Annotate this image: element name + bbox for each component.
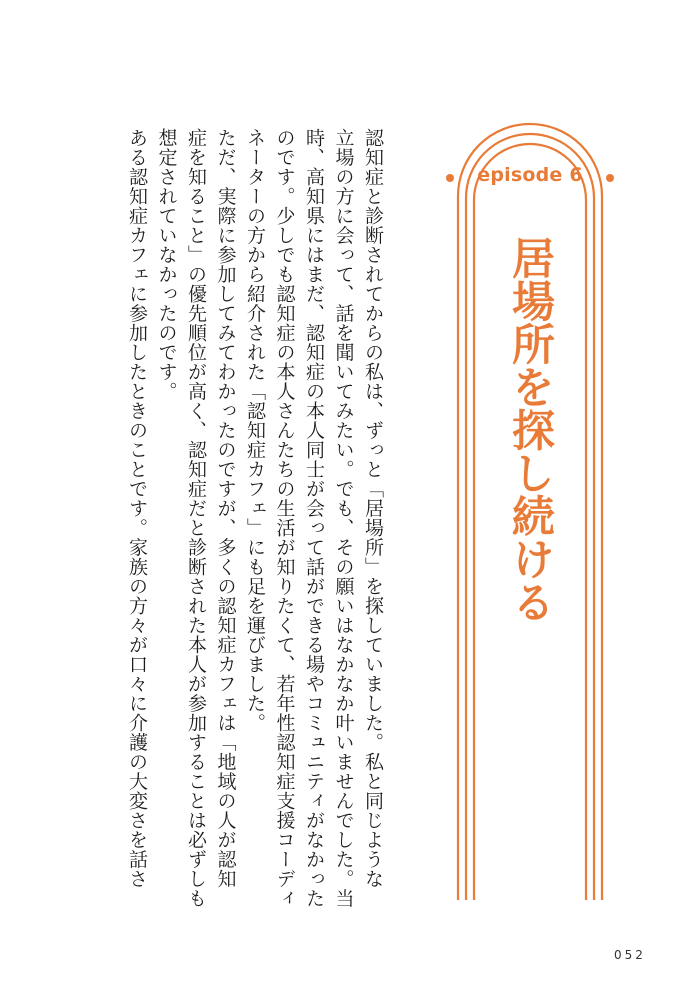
body-line: のです。少しでも認知症の本人さんたちの生活が知りたくて、若年性認知症支援コーディ [273, 128, 296, 908]
body-line: ネーターの方から紹介された「認知症カフェ」にも足を運びました。 [244, 128, 266, 733]
body-line: ある認知症カフェに参加したときのことです。家族の方々が口々に介護の大変さを話さ [126, 128, 148, 889]
page-number: 052 [614, 948, 646, 962]
body-line: 認知症と診断されてからの私は、ずっと「居場所」を探していました。私と同じような [362, 128, 384, 889]
body-line: 想定されていなかったのです。 [155, 128, 178, 401]
body-line: 立場の方に会って、話を聞いてみたい。でも、その願いはなかなか叶いませんでした。当 [332, 128, 355, 908]
episode-title: 居場所を探し続ける [505, 236, 555, 623]
body-line: ただ、実際に参加してみてわかったのですが、多くの認知症カフェは「地域の人が認知 [214, 128, 237, 889]
episode-label: episode 6 [477, 164, 583, 186]
body-line: 時、高知県にはまだ、認知症の本人同士が会って話ができる場やコミュニティがなかった [303, 128, 325, 908]
body-line: 症を知ること」の優先順位が高く、認知症だと診断された本人が参加することは必ずしも [185, 128, 207, 908]
body-text [125, 128, 387, 908]
